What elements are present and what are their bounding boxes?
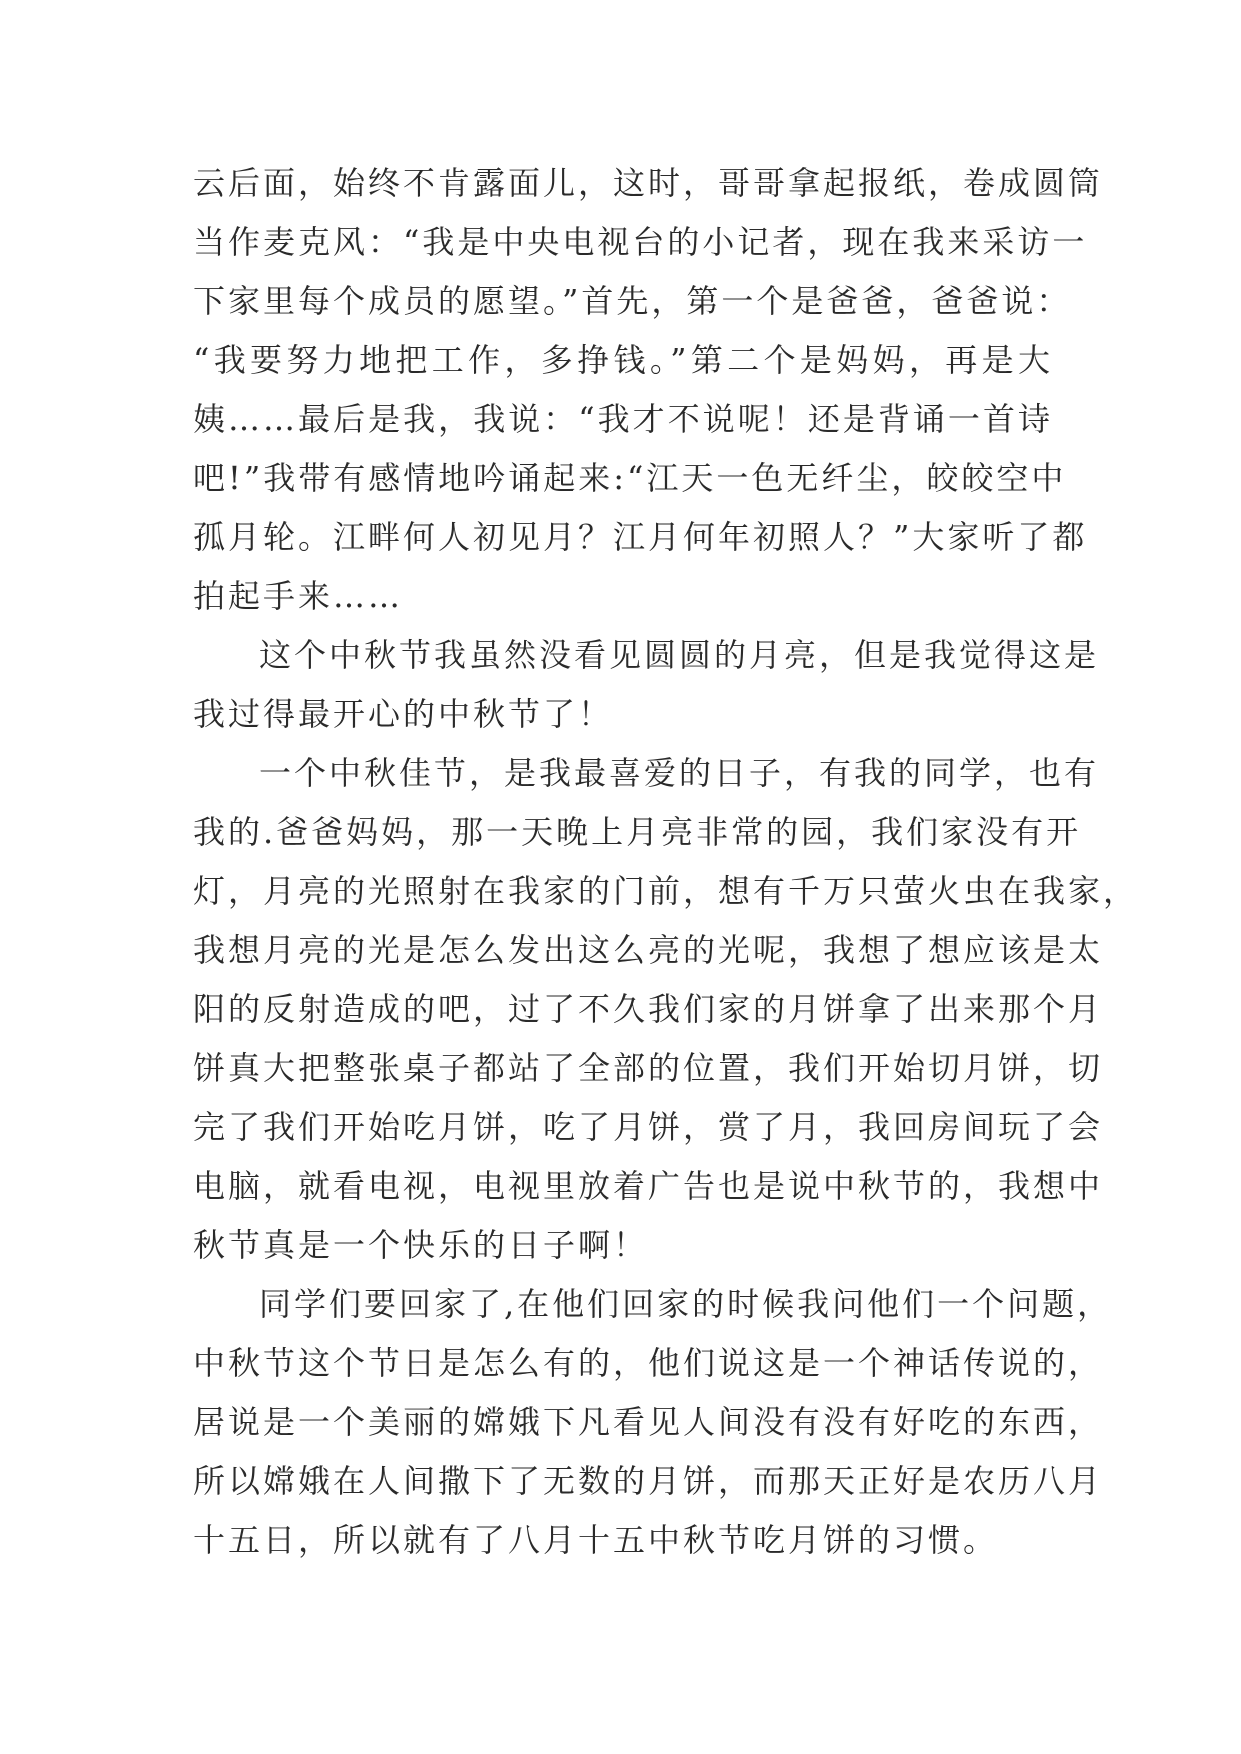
paragraph-3-line-6: 饼真大把整张桌子都站了全部的位置，我们开始切月饼，切 bbox=[193, 1049, 1104, 1087]
paragraph-3-line-2: 我的.爸爸妈妈，那一天晚上月亮非常的园，我们家没有开 bbox=[193, 813, 1082, 851]
paragraph-3-line-5: 阳的反射造成的吧，过了不久我们家的月饼拿了出来那个月 bbox=[193, 990, 1104, 1028]
paragraph-4-line-1: 同学们要回家了,在他们回家的时候我问他们一个问题， bbox=[259, 1285, 1113, 1323]
paragraph-4-line-3: 居说是一个美丽的嫦娥下凡看见人间没有没有好吃的东西， bbox=[193, 1403, 1104, 1441]
paragraph-3-line-7: 完了我们开始吃月饼，吃了月饼，赏了月，我回房间玩了会 bbox=[193, 1108, 1104, 1146]
paragraph-1-line-2: 当作麦克风：“我是中央电视台的小记者，现在我来采访一 bbox=[193, 223, 1088, 261]
paragraph-1-line-6: 吧!”我带有感情地吟诵起来:“江天一色无纤尘，皎皎空中 bbox=[193, 459, 1067, 497]
paragraph-1-line-5: 姨……最后是我，我说：“我才不说呢！还是背诵一首诗 bbox=[193, 400, 1053, 438]
paragraph-3-line-3: 灯，月亮的光照射在我家的门前，想有千万只萤火虫在我家， bbox=[193, 872, 1139, 910]
paragraph-3-line-9: 秋节真是一个快乐的日子啊！ bbox=[193, 1226, 649, 1264]
paragraph-3-line-1: 一个中秋佳节，是我最喜爱的日子，有我的同学，也有 bbox=[259, 754, 1100, 792]
paragraph-1-line-8: 拍起手来…… bbox=[193, 577, 404, 615]
paragraph-3-line-8: 电脑，就看电视，电视里放着广告也是说中秋节的，我想中 bbox=[193, 1167, 1104, 1205]
paragraph-1-line-7: 孤月轮。江畔何人初见月？江月何年初照人？”大家听了都 bbox=[193, 518, 1088, 556]
paragraph-1-line-1: 云后面，始终不肯露面儿，这时，哥哥拿起报纸，卷成圆筒 bbox=[193, 164, 1104, 202]
paragraph-1-line-4: “我要努力地把工作，多挣钱。”第二个是妈妈，再是大 bbox=[193, 341, 1053, 379]
document-body bbox=[193, 154, 1139, 1570]
paragraph-3-line-4: 我想月亮的光是怎么发出这么亮的光呢，我想了想应该是太 bbox=[193, 931, 1104, 969]
paragraph-4-line-5: 十五日，所以就有了八月十五中秋节吃月饼的习惯。 bbox=[193, 1521, 999, 1559]
paragraph-2-line-1: 这个中秋节我虽然没看见圆圆的月亮，但是我觉得这是 bbox=[259, 636, 1100, 674]
paragraph-2-line-2: 我过得最开心的中秋节了！ bbox=[193, 695, 614, 733]
paragraph-4-line-4: 所以嫦娥在人间撒下了无数的月饼，而那天正好是农历八月 bbox=[193, 1462, 1104, 1500]
paragraph-1-line-3: 下家里每个成员的愿望。”首先，第一个是爸爸，爸爸说： bbox=[193, 282, 1072, 320]
paragraph-4-line-2: 中秋节这个节日是怎么有的，他们说这是一个神话传说的， bbox=[193, 1344, 1104, 1382]
